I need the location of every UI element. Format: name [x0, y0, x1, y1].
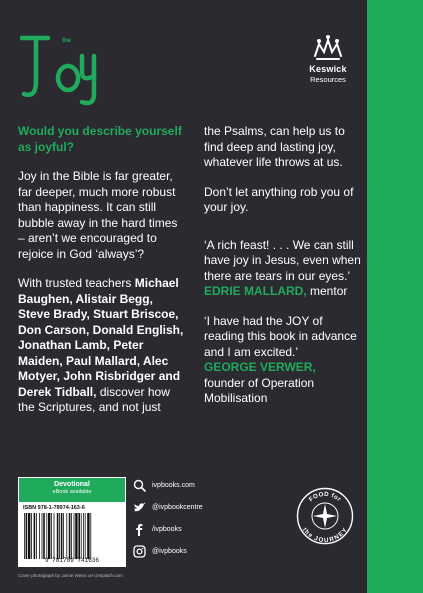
- endorsement-1: [204, 238, 364, 300]
- keswick-resources-logo: [296, 34, 360, 84]
- facebook-icon: [133, 523, 146, 536]
- badge-bottom-text: the JOURNEY: [301, 526, 349, 545]
- title-prefix: the: [62, 38, 71, 44]
- blurb-paragraph-4: Don’t let anything rob you of your joy.: [204, 184, 354, 214]
- teachers-list: Michael Baughen, Alistair Begg, Steve Brady, Stuart Briscoe, Don Carson, Donald English, Jonathan Lamb, Peter Maiden, Paul Mallard, Alec Motyer, John Risbridger and Derek Tidball,: [18, 276, 184, 399]
- blurb-continuation: discover how the Scriptures, and not just: [18, 384, 170, 414]
- endorsement-1-author: EDRIE MALLARD,: [204, 284, 307, 298]
- blurb-paragraph-2: [18, 276, 186, 416]
- blurb-paragraph-3: the Psalms, can help us to find deep and lasting joy, whatever life throws at us.: [204, 124, 345, 169]
- endorsement-1-text: ‘A rich feast! . . . We can still have joy in Jesus, even when there are tears in our eyes.’: [204, 237, 361, 283]
- twitter-icon: [133, 501, 146, 514]
- blurb-paragraph-1: Joy in the Bible is far greater, far deeper, much more robust than happiness. It can still bubble away in the hard times – aren’t we encouraged to rejoice in God ‘always’?: [18, 169, 178, 261]
- blurb-question: Would you describe yourself as joyful?: [18, 124, 182, 154]
- endorsement-2-role: founder of Operation Mobilisation: [204, 375, 315, 405]
- isbn-label: ISBN 978-1-78974-163-6: [23, 505, 85, 511]
- social-links: [133, 477, 253, 565]
- compass-star-icon: [313, 504, 337, 528]
- social-website[interactable]: [133, 477, 253, 494]
- category-label: Devotional: [54, 481, 90, 488]
- social-instagram-label: @ivpbooks: [152, 548, 187, 555]
- social-twitter[interactable]: [133, 499, 253, 516]
- category-banner: [19, 478, 125, 502]
- svg-text:FOOD for: [308, 491, 343, 504]
- endorsement-1-role: mentor: [310, 284, 348, 298]
- barcode-icon: [23, 513, 121, 559]
- social-facebook[interactable]: [133, 521, 253, 538]
- teachers-intro: With trusted teachers: [18, 276, 132, 290]
- endorsement-2: [204, 314, 364, 407]
- photo-credit: Cover photograph by Jamie Weiss on Unsplash.com: [18, 573, 123, 578]
- green-spine-stripe: [367, 0, 423, 593]
- instagram-icon: [133, 545, 146, 558]
- logo-brand: Keswick: [309, 64, 347, 74]
- search-icon: [133, 479, 146, 492]
- endorsement-2-author: GEORGE VERWER,: [204, 360, 316, 374]
- social-instagram[interactable]: [133, 543, 253, 560]
- social-facebook-label: /ivpbooks: [152, 526, 182, 533]
- left-column: [18, 124, 186, 430]
- cover-title: [18, 18, 108, 108]
- social-website-label: ivpbooks.com: [152, 482, 195, 489]
- barcode-number: 9 781789 741636: [44, 557, 99, 564]
- endorsement-2-text: ‘I have had the JOY of reading this book in advance and I am excited.’: [204, 313, 357, 359]
- logo-sub: Resources: [310, 75, 346, 84]
- social-twitter-label: @ivpbookcentre: [152, 504, 203, 511]
- joy-script-logo: [18, 18, 108, 108]
- crown-icon: [311, 34, 345, 62]
- ebook-label: eBook available: [52, 489, 92, 495]
- barcode-box: [18, 477, 126, 567]
- badge-top-text: FOOD for: [307, 490, 343, 504]
- food-for-the-journey-badge: [296, 487, 354, 545]
- right-column: [204, 124, 364, 421]
